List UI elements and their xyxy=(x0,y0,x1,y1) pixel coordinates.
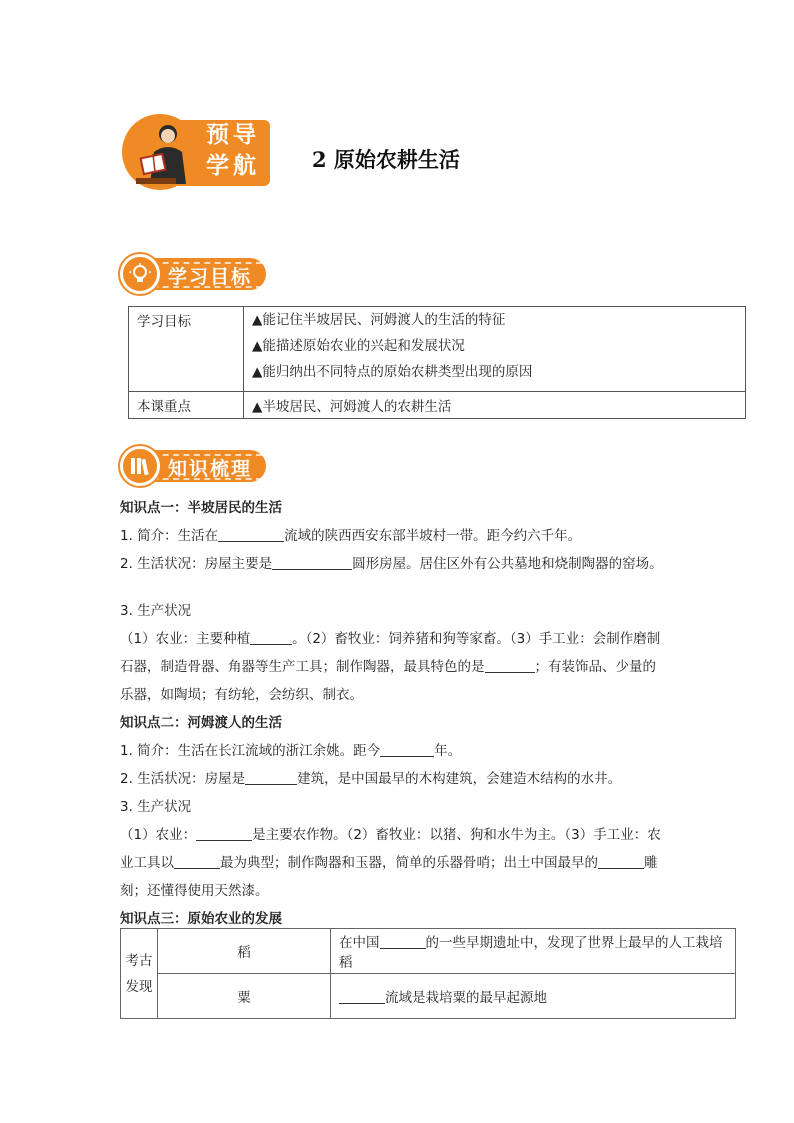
kp3-heading: 知识点三：原始农业的发展 xyxy=(120,911,282,927)
kp1-line: 3. 生产状况 xyxy=(120,603,192,619)
page-title: 2 原始农耕生活 xyxy=(312,147,460,172)
kp2-line: 业工具以 最为典型；制作陶器和玉器，简单的乐器骨哨；出土中国最早的 雕 xyxy=(120,849,700,877)
kp2-line: （1）农业： 是主要农作物。（2）畜牧业：以猪、狗和水牛为主。（3）手工业：农 xyxy=(120,821,700,849)
fill-blank[interactable] xyxy=(272,553,352,570)
goal-item: ▲能描述原始农业的兴起和发展状况 xyxy=(252,338,465,354)
section-header-knowledge xyxy=(120,446,270,486)
goals-key: 学习目标 xyxy=(129,307,244,392)
reading-person-icon xyxy=(128,118,200,190)
fill-blank[interactable] xyxy=(250,628,292,645)
badge-text: 预导 学航 xyxy=(206,122,260,179)
focus-item: ▲半坡居民、河姆渡人的农耕生活 xyxy=(244,392,746,419)
header-badge xyxy=(120,112,270,192)
crop-millet: 粟 xyxy=(158,974,331,1019)
millet-desc: 流域是栽培粟的最早起源地 xyxy=(331,974,736,1019)
kp2-line: 2. 生活状况：房屋是 建筑，是中国最早的木构建筑，会建造木结构的水井。 xyxy=(120,765,700,793)
fill-blank[interactable] xyxy=(174,852,220,869)
fill-blank[interactable] xyxy=(196,824,252,841)
books-icon xyxy=(129,455,151,477)
kp2-line: 刻；还懂得使用天然漆。 xyxy=(120,883,269,899)
kp2-line: 1. 简介：生活在长江流域的浙江余姚。距今 年。 xyxy=(120,737,700,765)
section-label: 学习目标 xyxy=(168,266,253,288)
kp1-line: 2. 生活状况：房屋主要是 圆形房屋。居住区外有公共墓地和烧制陶器的窑场。 xyxy=(120,550,700,578)
goals-table xyxy=(128,306,746,419)
fill-blank[interactable] xyxy=(245,768,297,785)
knowledge-content xyxy=(120,494,700,933)
kp1-line: 乐器，如陶埙；有纺轮，会纺织、制衣。 xyxy=(120,687,363,703)
focus-key: 本课重点 xyxy=(129,392,244,419)
goals-items xyxy=(244,307,746,392)
lightbulb-icon xyxy=(129,263,151,285)
fill-blank[interactable] xyxy=(218,525,284,542)
agriculture-table xyxy=(120,928,736,1019)
kp1-line: 1. 简介：生活在 流域的陕西西安东部半坡村一带。距今约六千年。 xyxy=(120,522,700,550)
fill-blank[interactable] xyxy=(598,852,644,869)
goal-item: ▲能记住半坡居民、河姆渡人的生活的特征 xyxy=(252,312,506,328)
section-header-goals xyxy=(120,254,270,294)
kp2-line: 3. 生产状况 xyxy=(120,799,192,815)
section-label: 知识梳理 xyxy=(168,458,253,480)
fill-blank[interactable] xyxy=(485,656,535,673)
discovery-key: 考古 发现 xyxy=(121,929,158,1019)
goal-item: ▲能归纳出不同特点的原始农耕类型出现的原因 xyxy=(252,364,533,380)
kp1-line: 石器，制造骨器、角器等生产工具；制作陶器，最具特色的是 ；有装饰品、少量的 xyxy=(120,653,700,681)
fill-blank[interactable] xyxy=(380,740,434,757)
crop-rice: 稻 xyxy=(158,929,331,974)
kp2-heading: 知识点二：河姆渡人的生活 xyxy=(120,715,282,731)
rice-desc: 在中国 的一些早期遗址中，发现了世界上最早的人工栽培稻 xyxy=(331,929,736,974)
kp1-heading: 知识点一：半坡居民的生活 xyxy=(120,500,282,516)
kp1-line: （1）农业：主要种植 。（2）畜牧业：饲养猪和狗等家畜。（3）手工业：会制作磨制 xyxy=(120,625,700,653)
fill-blank[interactable] xyxy=(339,987,385,1004)
fill-blank[interactable] xyxy=(380,932,426,949)
